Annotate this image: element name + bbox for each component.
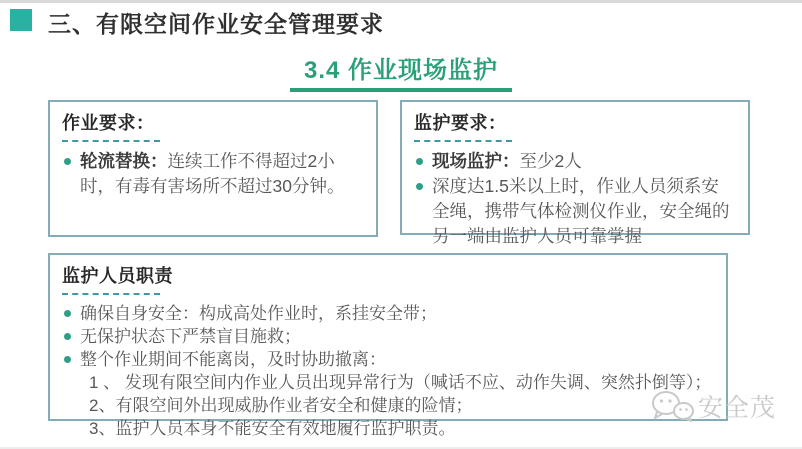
list-item-text — [432, 174, 736, 249]
list-item-text — [80, 149, 364, 199]
list-item-text — [432, 149, 582, 174]
work-requirements-box — [48, 100, 378, 237]
list-item — [62, 325, 714, 348]
watermark-label: 安全茂 — [698, 394, 777, 422]
work-requirements-list — [62, 149, 364, 199]
list-item — [414, 174, 736, 249]
list-item-body: 无保护状态下严禁盲目施救； — [80, 327, 301, 346]
list-item-label: 现场监护： — [432, 151, 520, 171]
bullet-dot-icon — [64, 310, 71, 317]
list-item-body: 连续工作不得超过2小时，有毒有害场所不超过30分钟。 — [80, 151, 345, 196]
list-item — [62, 348, 714, 371]
wechat-icon — [650, 390, 694, 422]
list-item-body: 至少2人 — [519, 151, 582, 171]
guard-duties-list — [62, 302, 714, 371]
numbered-item-3: 3、监护人员本身不能安全有效地履行监护职责。 — [89, 419, 456, 438]
dashed-divider — [62, 140, 160, 142]
numbered-item-1: 1 、 发现有限空间内作业人员出现异常行为（喊话不应、动作失调、突然扑倒等）； — [89, 373, 712, 392]
subtitle-underline — [290, 88, 512, 92]
top-edge-strip — [0, 0, 802, 3]
watermark — [650, 388, 776, 424]
bullet-dot-icon — [416, 158, 423, 165]
list-item-text — [80, 348, 386, 371]
bullet-dot-icon — [416, 183, 423, 190]
list-item-body: 深度达1.5米以上时，作业人员须系安全绳，携带气体检测仪作业，安全绳的另一端由监护人员可靠掌握 — [432, 176, 730, 246]
list-item-text — [80, 325, 301, 348]
page-title: 三、有限空间作业安全管理要求 — [48, 11, 384, 37]
bullet-dot-icon — [64, 158, 71, 165]
watch-requirements-box — [400, 100, 750, 246]
bullet-dot-icon — [64, 333, 71, 340]
slide-header — [10, 6, 384, 39]
bullet-dot-icon — [64, 356, 71, 363]
list-item-label: 轮流替换： — [80, 151, 168, 171]
section-subtitle: 3.4 作业现场监护 — [303, 57, 499, 84]
section-header — [0, 50, 802, 92]
watch-requirements-list — [414, 149, 736, 249]
title-square-bullet — [10, 9, 32, 31]
work-requirements-title: 作业要求： — [62, 113, 155, 133]
list-item — [62, 149, 364, 199]
list-item-body: 确保自身安全：构成高处作业时，系挂安全带； — [80, 304, 437, 323]
guard-duties-box — [48, 253, 728, 438]
numbered-item-2: 2、有限空间外出现威胁作业者安全和健康的险情； — [89, 396, 473, 415]
list-item-body: 整个作业期间不能离岗，及时协助撤离： — [80, 350, 386, 369]
list-item-text — [80, 302, 437, 325]
watch-requirements-title: 监护要求： — [414, 113, 507, 133]
dashed-divider — [414, 140, 512, 142]
list-item — [62, 302, 714, 325]
dashed-divider — [62, 293, 160, 295]
list-item — [414, 149, 736, 174]
guard-duties-title: 监护人员职责 — [62, 266, 173, 286]
